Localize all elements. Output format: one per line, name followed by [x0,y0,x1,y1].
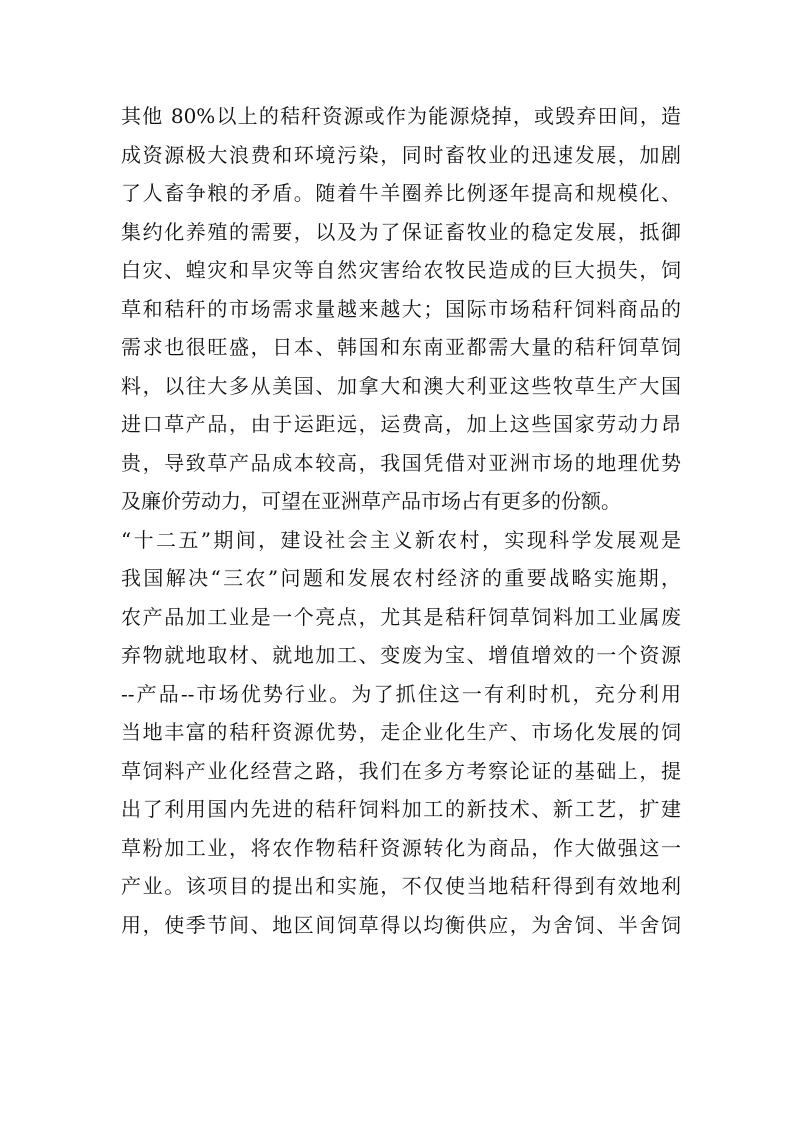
text-line: 其他 80%以上的秸秆资源或作为能源烧掉，或毁弃田间，造 [121,104,681,128]
text-line: 白灾、蝗灾和旱灾等自然灾害给农牧民造成的巨大损失，饲 [121,258,681,282]
text-line: 进口草产品，由于运距远，运费高，加上这些国家劳动力昂 [121,412,681,436]
text-line: 了人畜争粮的矛盾。随着牛羊圈养比例逐年提高和规模化、 [121,181,681,205]
text-line: 需求也很旺盛，日本、韩国和东南亚都需大量的秸秆饲草饲 [121,335,681,359]
text-line: 农产品加工业是一个亮点，尤其是秸秆饲草饲料加工业属废 [121,604,681,629]
text-line: 出了利用国内先进的秸秆饲料加工的新技术、新工艺，扩建 [121,797,681,821]
text-line: “十二五”期间，建设社会主义新农村，实现科学发展观是 [121,527,681,552]
body-text [121,97,681,944]
text-line: 草饲料产业化经营之路，我们在多方考察论证的基础上，提 [121,758,681,783]
text-line: 集约化养殖的需要，以及为了保证畜牧业的稳定发展，抵御 [121,219,681,244]
text-line: 及廉价劳动力，可望在亚洲草产品市场占有更多的份额。 [121,489,621,513]
text-line: 弃物就地取材、就地加工、变废为宝、增值增效的一个资源 [121,643,681,667]
text-line: 料，以往大多从美国、加拿大和澳大利亚这些牧草生产大国 [121,373,681,398]
text-line: 草和秸秆的市场需求量越来越大；国际市场秸秆饲料商品的 [121,296,681,321]
text-line: 草粉加工业，将农作物秸秆资源转化为商品，作大做强这一 [121,835,681,860]
text-line: 用，使季节间、地区间饲草得以均衡供应，为舍饲、半舍饲 [121,912,681,937]
text-line: 贵，导致草产品成本较高，我国凭借对亚洲市场的地理优势 [121,450,681,475]
text-line: 产业。该项目的提出和实施，不仅使当地秸秆得到有效地利 [121,874,681,898]
text-line: --产品--市场优势行业。为了抓住这一有利时机，充分利用 [121,681,681,706]
text-line: 当地丰富的秸秆资源优势，走企业化生产、市场化发展的饲 [121,720,681,744]
text-line: 我国解决“三农”问题和发展农村经济的重要战略实施期， [121,566,681,590]
text-line: 成资源极大浪费和环境污染，同时畜牧业的迅速发展，加剧 [121,142,681,167]
